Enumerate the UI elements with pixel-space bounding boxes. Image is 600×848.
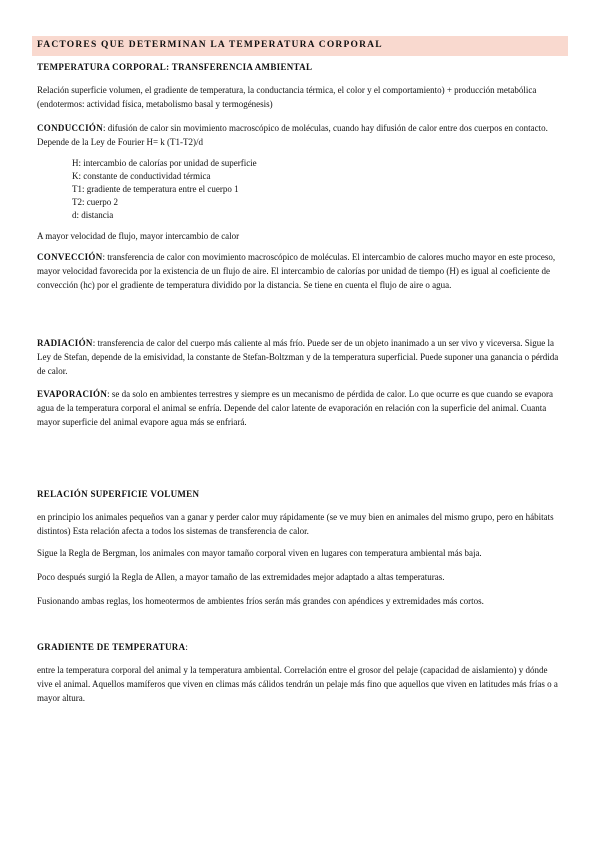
gradiente-text: entre la temperatura corporal del animal y la temperatura ambiental. Correlación entre el grosor del pelaje (capacidad de aislamiento) y dónde vive el animal. Aquellos mamíferos que viven en climas más cálidos tendrán un pelaje más fino que aquellos que viven en latitudes más frías o a mayor altura. <box>37 665 558 703</box>
section-radiacion <box>37 336 563 378</box>
relacion-p1: en principio los animales pequeños van a ganar y perder calor muy rápidamente (se ve muy bien en animales del mismo grupo, pero en hábitats distintos) Esta relación afecta a todos los sistemas de transferencia de calor. <box>37 512 554 536</box>
conduccion-var-d: d: distancia <box>72 210 114 220</box>
conduccion-var-t1: T1: gradiente de temperatura entre el cuerpo 1 <box>72 184 239 194</box>
relacion-p3: Poco después surgió la Regla de Allen, a mayor tamaño de las extremidades mejor adaptado a altas temperaturas. <box>37 572 445 582</box>
conduccion-note: A mayor velocidad de flujo, mayor intercambio de calor <box>37 231 240 241</box>
section-temperatura-heading <box>37 60 563 74</box>
evaporacion-text: : se da solo en ambientes terrestres y siempre es un mecanismo de pérdida de calor. Lo que ocurre es que cuando se evapora agua de la temperatura corporal el animal se enfría. Depende del calor latente de evaporación en relación con la superficie del animal. Cuanta mayor superficie del animal evapore agua más se enfriará. <box>37 389 553 427</box>
conveccion-heading: CONVECCIÓN <box>37 252 103 262</box>
temperatura-heading: TEMPERATURA CORPORAL <box>37 62 167 72</box>
temperatura-heading-rest: : TRANSFERENCIA AMBIENTAL <box>166 62 313 72</box>
gradiente-heading-rest: : <box>185 642 188 652</box>
gradiente-heading: GRADIENTE DE TEMPERATURA <box>37 642 186 652</box>
relacion-p2: Sigue la Regla de Bergman, los animales con mayor tamaño corporal viven en lugares con temperatura ambiental más baja. <box>37 548 482 558</box>
conduccion-heading: CONDUCCIÓN <box>37 123 103 133</box>
temperatura-text: Relación superficie volumen, el gradiente de temperatura, la conductancia térmica, el color y el comportamiento) + producción metabólica (endotermos: actividad física, metabolismo basal y termogénesis) <box>37 85 537 109</box>
section-evaporacion <box>37 387 563 429</box>
section-conduccion <box>37 121 563 149</box>
section-conveccion <box>37 250 563 292</box>
radiacion-heading: RADIACIÓN <box>37 338 93 348</box>
conduccion-text: : difusión de calor sin movimiento macroscópico de moléculas, cuando hay difusión de calor entre dos cuerpos en contacto. Depende de la Ley de Fourier H= k (T1-T2)/d <box>37 123 548 147</box>
radiacion-text: : transferencia de calor del cuerpo más caliente al más frío. Puede ser de un objeto inanimado a un ser vivo y viceversa. Sigue la Ley de Stefan, depende de la emisividad, la constante de Stefan-Boltzman y de la temperatura superficial. Puede suponer una ganancia o pérdida de calor. <box>37 338 559 376</box>
section-gradiente-heading <box>37 640 563 654</box>
relacion-heading: RELACIÓN SUPERFICIE VOLUMEN <box>37 489 200 499</box>
conveccion-text: : transferencia de calor con movimiento macroscópico de moléculas. El intercambio de calores mucho mayor en este proceso, mayor velocidad favorecida por la existencia de un flujo de aire. El intercambio de calorías por unidad de tiempo (H) es igual al coeficiente de convección (hc) por el gradiente de temperatura dividido por la distancia. Se tiene en cuenta el flujo de aire o agua. <box>37 252 556 290</box>
relacion-p4: Fusionando ambas reglas, los homeotermos de ambientes fríos serán más grandes con apéndices y extremidades más cortos. <box>37 596 484 606</box>
conduccion-var-h: H: intercambio de calorías por unidad de superficie <box>72 158 257 168</box>
conduccion-var-t2: T2: cuerpo 2 <box>72 197 118 207</box>
evaporacion-heading: EVAPORACIÓN <box>37 389 108 399</box>
page-title: FACTORES QUE DETERMINAN LA TEMPERATURA CORPORAL <box>37 40 383 50</box>
conduccion-var-k: K: constante de conductividad térmica <box>72 171 211 181</box>
